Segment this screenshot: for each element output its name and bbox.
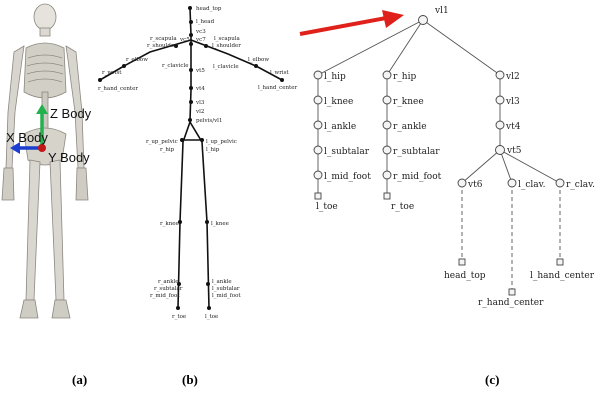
stick-segments bbox=[100, 8, 282, 308]
right-leg-segment bbox=[178, 122, 190, 308]
x-axis-label: X Body bbox=[6, 130, 48, 145]
node-r-subtalar: r_subtalar bbox=[393, 147, 440, 157]
label-l-hand-center: l_hand_center bbox=[258, 85, 298, 91]
label-r-ankle: r_ankle bbox=[158, 279, 179, 285]
pointer-arrow bbox=[300, 18, 386, 34]
tree-labels bbox=[316, 6, 595, 308]
label-r-up-pelvic: r_up_pelvic bbox=[146, 139, 178, 145]
node-l-hip: l_hip bbox=[324, 72, 346, 82]
z-axis-label: Z Body bbox=[50, 106, 92, 121]
caption-b: (b) bbox=[182, 372, 198, 387]
label-vt5: vt5 bbox=[196, 68, 205, 74]
label-r-clavicle: r_clavicle bbox=[162, 63, 189, 69]
label-r-hand-center: r_hand_center bbox=[98, 86, 138, 92]
node-r-clav: r_clav. bbox=[566, 180, 595, 190]
node-head-top: head_top bbox=[444, 271, 486, 281]
label-r-subtalar: r_subtalar bbox=[154, 286, 183, 292]
stick-labels bbox=[98, 6, 297, 320]
node-r-hand-center: r_hand_center bbox=[478, 298, 544, 308]
label-l-elbow: l_elbow bbox=[248, 57, 270, 63]
label-head: l_head bbox=[196, 19, 215, 25]
panel-a bbox=[2, 4, 92, 387]
node-vl2: vl2 bbox=[506, 72, 520, 82]
label-l-subtalar: l_subtalar bbox=[212, 286, 240, 292]
node-l-subtalar: l_subtalar bbox=[324, 147, 370, 157]
label-l-scapula: l_scapula bbox=[214, 36, 240, 42]
label-l-clavicle: l_clavicle bbox=[213, 64, 239, 70]
label-r-shoulder: r_shoulder bbox=[147, 43, 177, 49]
node-l-toe: l_toe bbox=[316, 202, 338, 212]
label-vl2: vl2 bbox=[196, 109, 205, 115]
panel-c bbox=[300, 6, 595, 387]
label-pelvis: pelvis/vl1 bbox=[196, 118, 223, 124]
node-l-ankle: l_ankle bbox=[324, 122, 357, 132]
node-l-hand-center: l_hand_center bbox=[530, 271, 595, 281]
label-l-ankle: l_ankle bbox=[212, 279, 232, 285]
label-l-wrist: l_wrist bbox=[270, 70, 289, 76]
label-l-shoulder: l_shoulder bbox=[212, 43, 241, 49]
node-r-ankle: r_ankle bbox=[393, 122, 427, 132]
label-vl3: vl3 bbox=[196, 100, 205, 106]
node-vt4: vt4 bbox=[506, 122, 521, 132]
label-r-wrist: r_wrist bbox=[102, 70, 122, 76]
caption-c: (c) bbox=[485, 372, 500, 387]
label-r-mid-foot: r_mid_foot bbox=[150, 293, 180, 299]
label-l-up-pelvic: l_up_pelvic bbox=[206, 139, 237, 145]
label-vc5: vc5 bbox=[180, 37, 190, 43]
label-r-toe: r_toe bbox=[172, 314, 187, 320]
label-r-scapula: r_scapula bbox=[150, 36, 177, 42]
node-r-knee: r_knee bbox=[393, 97, 424, 107]
label-l-hip: l_hip bbox=[206, 147, 220, 153]
node-r-toe: r_toe bbox=[391, 202, 415, 212]
node-vt6: vt6 bbox=[468, 180, 483, 190]
label-l-toe: l_toe bbox=[205, 314, 219, 320]
label-l-mid-foot: l_mid_foot bbox=[212, 293, 241, 299]
node-l-clav: l_clav. bbox=[518, 180, 546, 190]
panel-b bbox=[98, 6, 297, 387]
node-r-mid-foot: r_mid_foot bbox=[393, 172, 442, 182]
label-head-top: head_top bbox=[196, 6, 222, 12]
node-vt5: vt5 bbox=[507, 146, 522, 156]
node-vl3: vl3 bbox=[506, 97, 520, 107]
label-l-knee: l_knee bbox=[211, 221, 229, 227]
node-r-hip: r_hip bbox=[393, 72, 417, 82]
node-root: vl1 bbox=[435, 6, 449, 16]
node-l-knee: l_knee bbox=[324, 97, 354, 107]
label-r-knee: r_knee bbox=[160, 221, 179, 227]
label-vc7: vc7 bbox=[196, 37, 206, 43]
label-r-elbow: r_elbow bbox=[126, 57, 148, 63]
y-axis-label: Y Body bbox=[48, 150, 90, 165]
caption-a: (a) bbox=[72, 372, 88, 387]
y-axis-marker bbox=[38, 144, 46, 152]
label-vc3: vc3 bbox=[196, 29, 206, 35]
node-l-mid-foot: l_mid_foot bbox=[324, 172, 371, 182]
label-r-hip: r_hip bbox=[160, 147, 175, 153]
spine-segment bbox=[190, 50, 191, 120]
label-vt4: vt4 bbox=[196, 86, 205, 92]
pointer-arrowhead bbox=[382, 10, 404, 28]
